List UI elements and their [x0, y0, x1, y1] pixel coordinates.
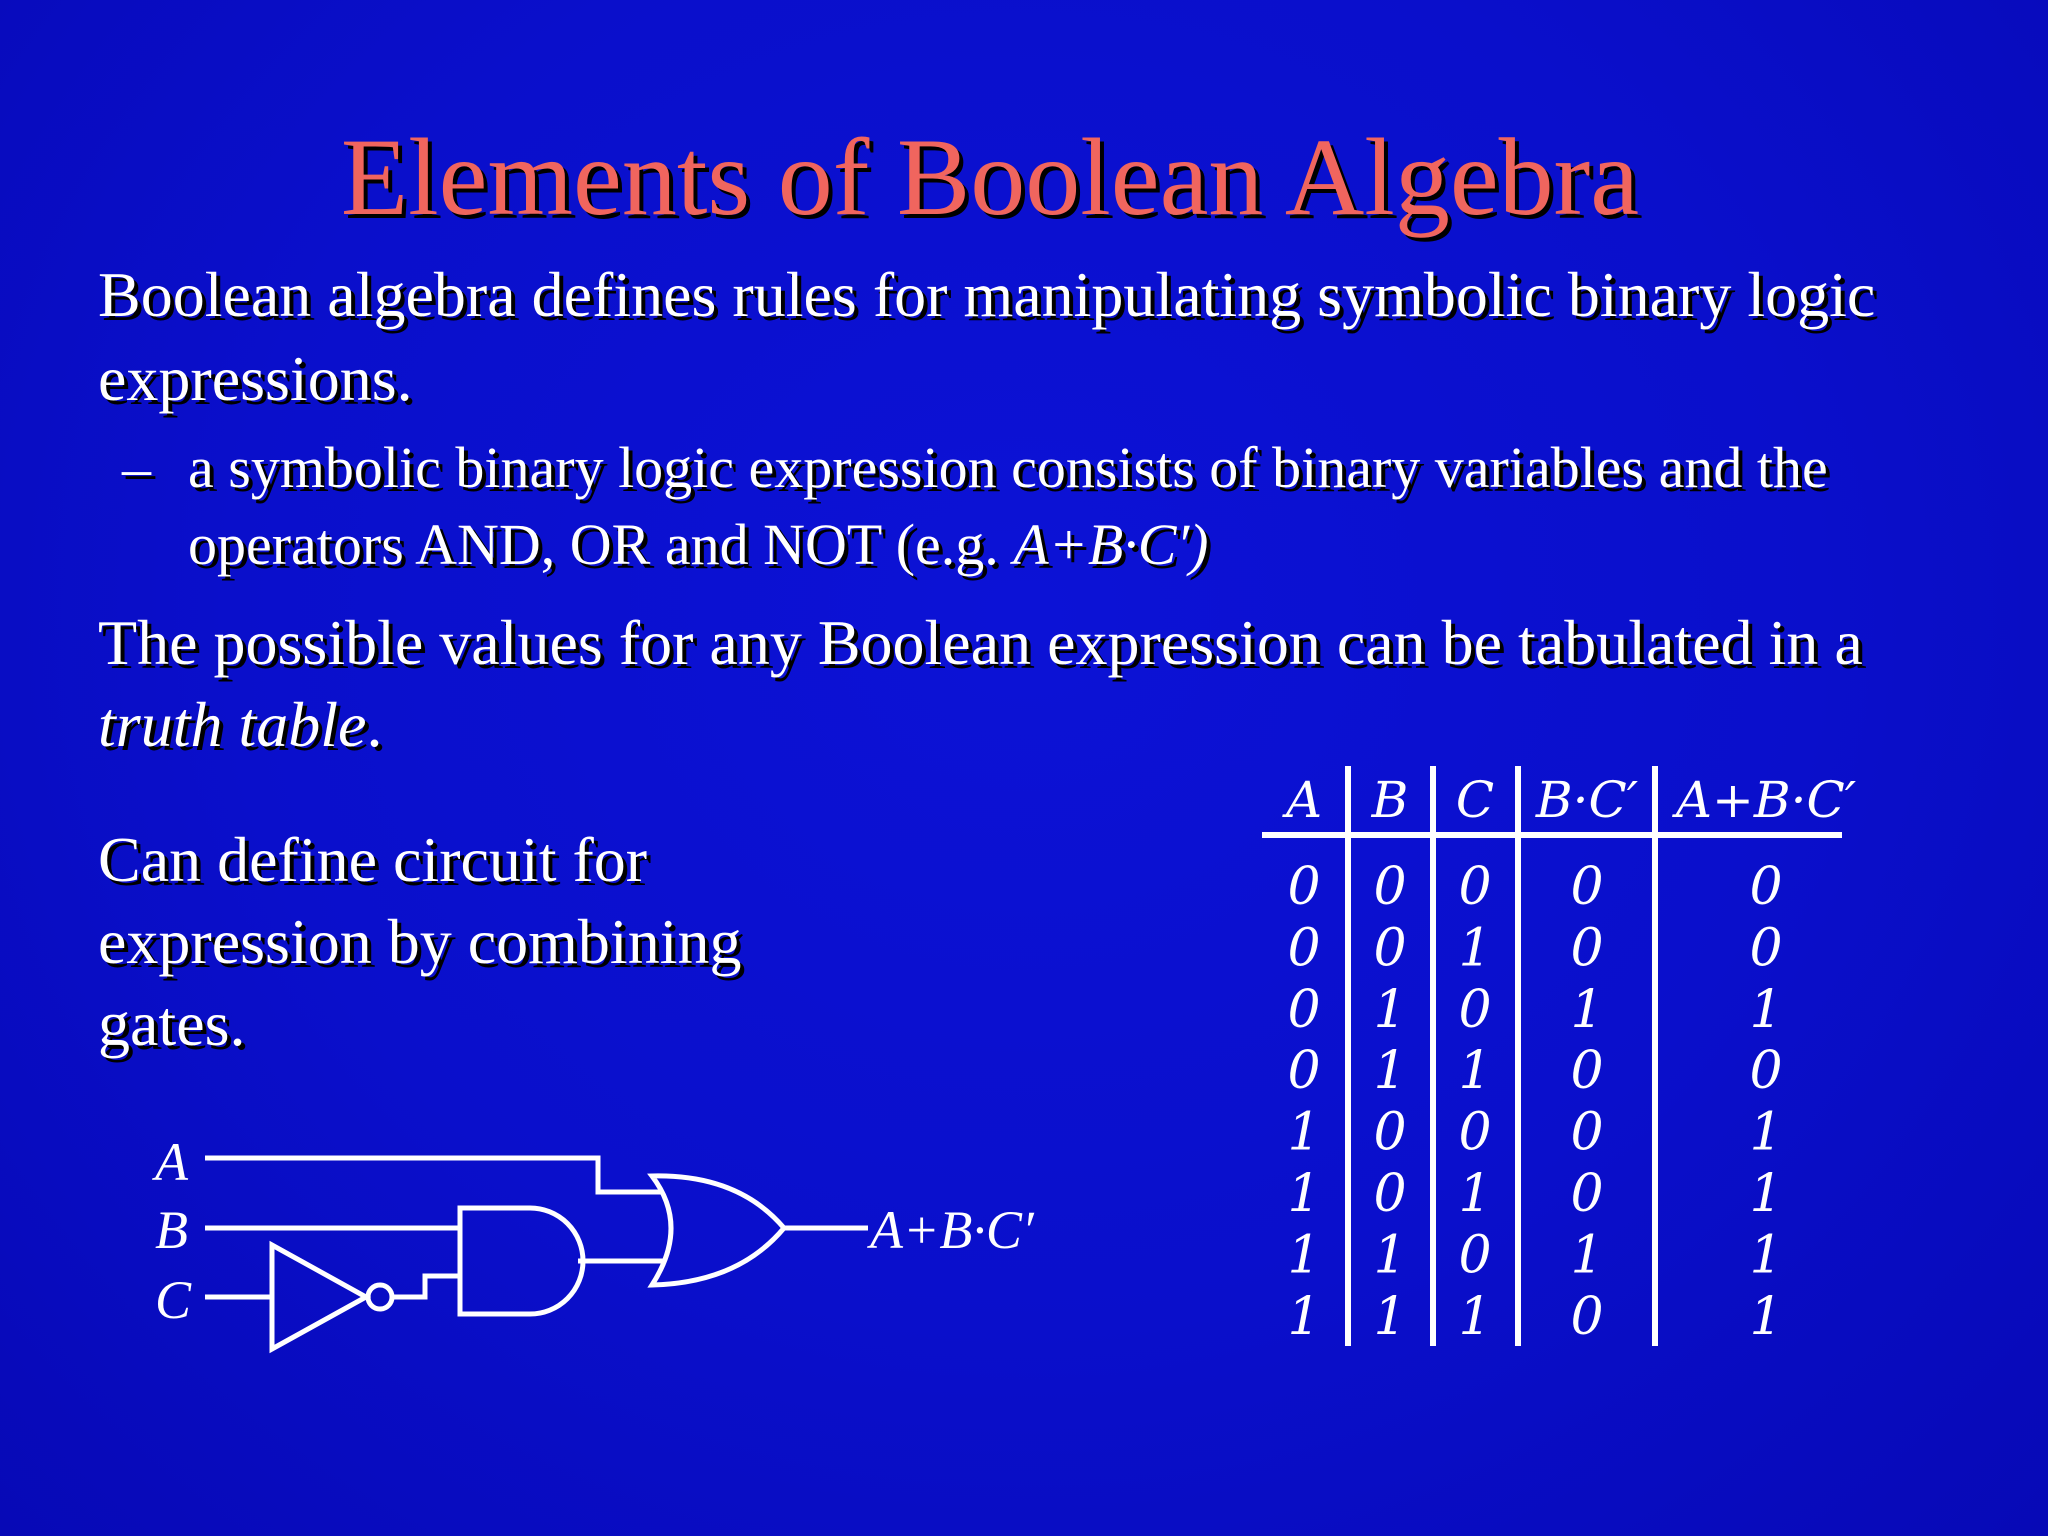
truth-table-cell: 0	[1287, 979, 1321, 1040]
truth-table-cell: 1	[1373, 1225, 1407, 1286]
circuit-label-a: A	[155, 1132, 188, 1192]
truth-table-cell: 1	[1570, 979, 1604, 1040]
truth-table-cell: 0	[1570, 1286, 1604, 1347]
truth-table-cell: 0	[1570, 857, 1604, 917]
truth-table-cell: 0	[1570, 918, 1604, 979]
circuit-text-line-1: Can define circuit for	[98, 824, 648, 895]
not-gate-bubble	[368, 1285, 392, 1309]
truth-table-header-cell: A	[1285, 771, 1323, 829]
circuit-text-line-3: gates.	[98, 988, 246, 1059]
truth-table-cell: 1	[1373, 1286, 1407, 1347]
truth-table-header-cell: A+B·C′	[1675, 771, 1857, 829]
truth-table-cell: 1	[1373, 1041, 1407, 1102]
truth-table-cell: 0	[1570, 1102, 1604, 1163]
truth-table-header	[1282, 771, 1857, 829]
truth-table-body	[1287, 857, 1782, 1347]
truth-table-cell: 1	[1458, 1286, 1492, 1347]
truth-table-cell: 1	[1749, 1102, 1783, 1163]
intro-text-line-1: Boolean algebra defines rules for manipulating symbolic binary logic	[98, 259, 1876, 330]
bullet-text-line-1: a symbolic binary logic expression consists of binary variables and the	[188, 435, 1828, 500]
truth-table-cell: 1	[1749, 979, 1783, 1040]
truth-table-header-cell: B	[1371, 771, 1409, 829]
truth-table-text-line-1: The possible values for any Boolean expression can be tabulated in a	[98, 607, 1863, 678]
truth-table-header-cell: C	[1455, 771, 1495, 829]
wire-not-to-and	[392, 1276, 460, 1297]
slide-title: Elements of Boolean Algebra	[340, 116, 1640, 238]
and-gate	[460, 1208, 583, 1314]
truth-table-cell: 1	[1458, 918, 1492, 979]
circuit-output-label: A+B·C′	[870, 1200, 1034, 1260]
truth-table-cell: 1	[1458, 1164, 1492, 1224]
truth-table-cell: 0	[1749, 857, 1783, 917]
truth-table-cell: 0	[1458, 1102, 1492, 1163]
truth-table-cell: 0	[1287, 918, 1321, 979]
truth-table-cell: 1	[1287, 1225, 1321, 1286]
truth-table-cell: 0	[1373, 857, 1407, 917]
truth-table-cell: 1	[1570, 1225, 1604, 1286]
or-gate	[652, 1176, 784, 1285]
bullet-dash: –	[122, 435, 151, 500]
truth-table-cell: 1	[1458, 1041, 1492, 1102]
truth-table-cell: 1	[1749, 1286, 1783, 1347]
truth-table-cell: 0	[1570, 1164, 1604, 1224]
truth-table-cell: 0	[1373, 1164, 1407, 1224]
circuit-label-b: B	[155, 1200, 188, 1260]
truth-table-cell: 1	[1749, 1225, 1783, 1286]
truth-table-header-cell: B·C′	[1535, 771, 1639, 829]
circuit-label-c: C	[155, 1270, 192, 1330]
truth-table-cell: 0	[1749, 918, 1783, 979]
truth-table-cell: 0	[1373, 918, 1407, 979]
truth-table-cell: 0	[1458, 857, 1492, 917]
truth-table-cell: 0	[1570, 1041, 1604, 1102]
truth-table-cell: 0	[1749, 1041, 1783, 1102]
wire-a	[205, 1158, 662, 1192]
intro-text-line-2: expressions.	[98, 343, 413, 414]
truth-table-cell: 0	[1287, 1041, 1321, 1102]
circuit-text-line-2: expression by combining	[98, 906, 742, 977]
bullet-text-prefix: operators AND, OR and NOT (e.g.	[188, 512, 1014, 577]
truth-table-cell: 0	[1458, 979, 1492, 1040]
truth-table-cell: 0	[1287, 857, 1321, 917]
logic-circuit-diagram	[205, 1158, 868, 1349]
truth-table-term: truth table	[98, 689, 367, 760]
truth-table-cell: 1	[1373, 979, 1407, 1040]
truth-table-cell: 1	[1287, 1102, 1321, 1163]
example-expression: A+B·C′)	[1013, 512, 1209, 577]
truth-table	[1262, 766, 1857, 1347]
truth-table-cell: 0	[1458, 1225, 1492, 1286]
truth-table-cell: 0	[1373, 1102, 1407, 1163]
truth-table-cell: 1	[1287, 1286, 1321, 1347]
truth-table-cell: 1	[1749, 1164, 1783, 1224]
truth-table-period: .	[366, 689, 383, 760]
truth-table-cell: 1	[1287, 1164, 1321, 1224]
not-gate	[272, 1245, 366, 1349]
